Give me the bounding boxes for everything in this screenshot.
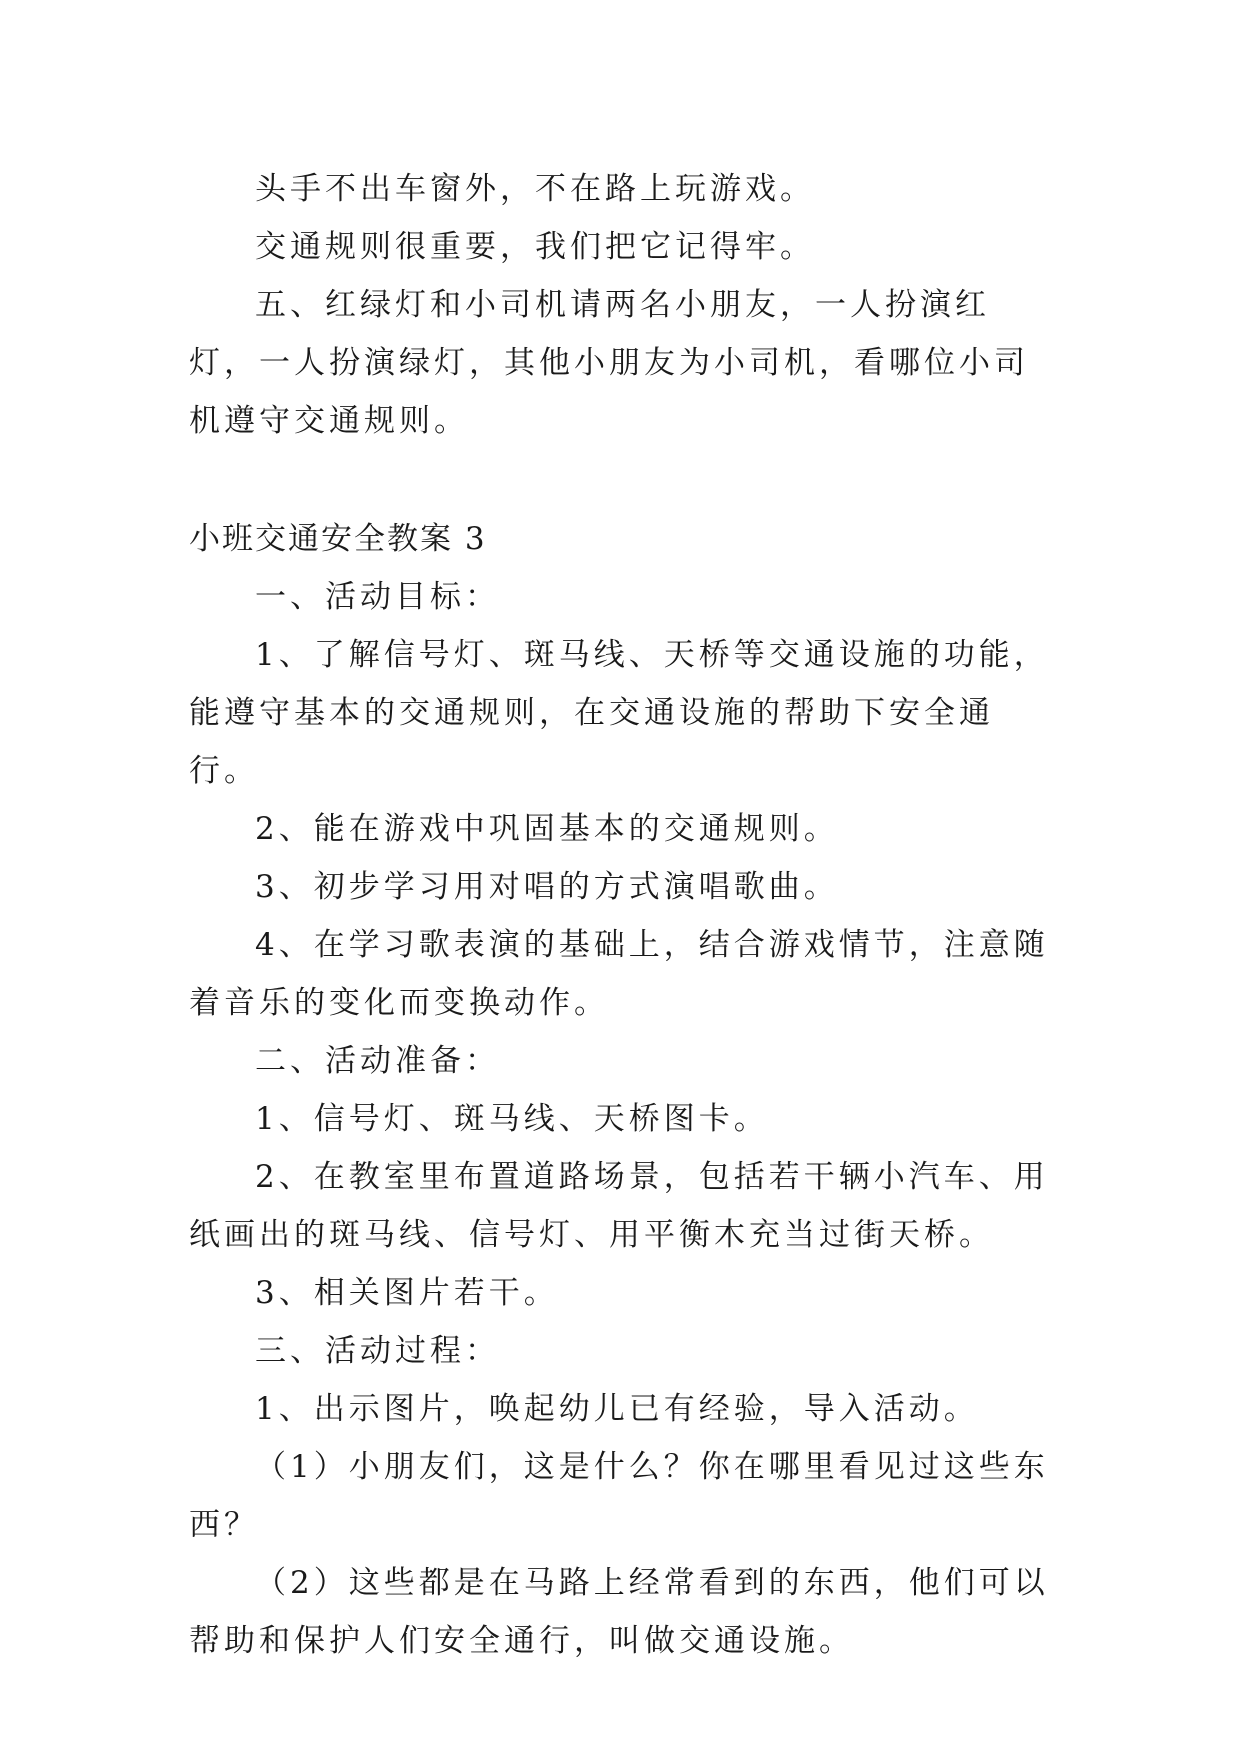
paragraph: （2）这些都是在马路上经常看到的东西，他们可以帮助和保护人们安全通行，叫做交通设施。 (189, 1565, 1049, 1659)
paragraph: 头手不出车窗外，不在路上玩游戏。 (255, 171, 815, 207)
paragraph: 1、出示图片，唤起幼儿已有经验，导入活动。 (255, 1391, 979, 1427)
document-body (189, 160, 1049, 1670)
section-gap (189, 450, 1049, 510)
paragraph: 3、相关图片若干。 (255, 1275, 559, 1311)
paragraph: 3、初步学习用对唱的方式演唱歌曲。 (255, 869, 839, 905)
paragraph: 二、活动准备： (255, 1043, 500, 1079)
paragraph: 4、在学习歌表演的基础上，结合游戏情节，注意随着音乐的变化而变换动作。 (189, 927, 1049, 1021)
section-title: 小班交通安全教案 3 (189, 521, 487, 557)
paragraph: 交通规则很重要，我们把它记得牢。 (255, 229, 815, 265)
paragraph: （1）小朋友们，这是什么？你在哪里看见过这些东西？ (189, 1449, 1049, 1543)
paragraph: 1、信号灯、斑马线、天桥图卡。 (255, 1101, 769, 1137)
paragraph: 三、活动过程： (255, 1333, 500, 1369)
paragraph: 2、在教室里布置道路场景，包括若干辆小汽车、用纸画出的斑马线、信号灯、用平衡木充当过街天桥。 (189, 1159, 1049, 1253)
paragraph: 1、了解信号灯、斑马线、天桥等交通设施的功能，能遵守基本的交通规则，在交通设施的帮助下安全通行。 (189, 637, 1049, 789)
paragraph: 2、能在游戏中巩固基本的交通规则。 (255, 811, 839, 847)
paragraph: 五、红绿灯和小司机请两名小朋友，一人扮演红灯，一人扮演绿灯，其他小朋友为小司机，看哪位小司机遵守交通规则。 (189, 287, 1029, 439)
paragraph: 一、活动目标： (255, 579, 500, 615)
